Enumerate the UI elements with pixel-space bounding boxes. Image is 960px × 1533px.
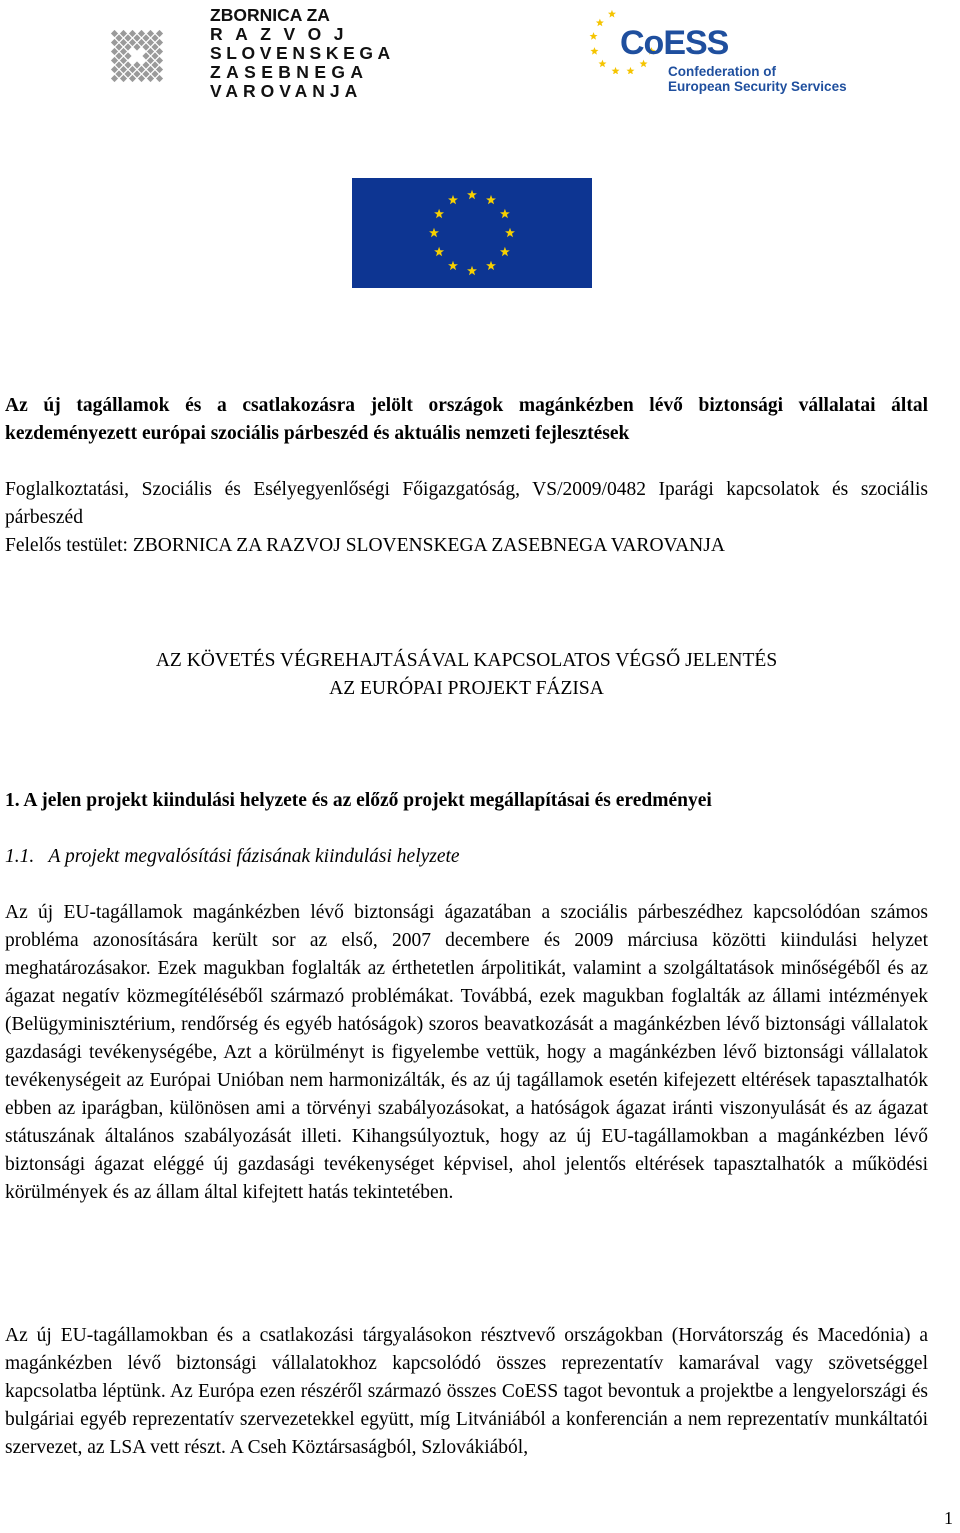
zbornica-logo-line: VAROVANJA: [210, 81, 363, 101]
zbornica-diamond-mark: [133, 70, 140, 77]
zbornica-diamond-mark: [120, 39, 127, 46]
zbornica-diamond-mark: [138, 66, 145, 73]
zbornica-diamond-mark: [111, 39, 118, 46]
coess-subtitle-line: Confederation of: [668, 64, 776, 79]
zbornica-diamond-mark: [147, 66, 154, 73]
coess-subtitle-line: European Security Services: [668, 79, 847, 94]
zbornica-diamond-mark: [151, 34, 158, 41]
zbornica-diamond-mark: [142, 52, 149, 59]
zbornica-diamond-mark: [147, 57, 154, 64]
coess-star: [598, 60, 606, 68]
zbornica-diamond-mark: [111, 57, 118, 64]
coess-star: [596, 19, 604, 27]
zbornica-diamond-mark: [129, 66, 136, 73]
zbornica-diamond-mark: [129, 30, 136, 37]
report-title-line1: AZ KÖVETÉS VÉGREHAJTÁSÁVAL KAPCSOLATOS VÉGSŐ JELENTÉS: [155, 650, 778, 671]
zbornica-diamond-mark: [115, 34, 122, 41]
zbornica-diamond-mark: [138, 30, 145, 37]
zbornica-diamond-mark: [147, 39, 154, 46]
zbornica-diamond-mark: [111, 30, 118, 37]
body-paragraph: Az új EU-tagállamok magánkézben lévő biztonsági ágazatában a szociális párbeszédhez kapcsolódóan számos probléma azonosítására került sor az első, 2007 decembere és 2009 márciusa közötti kiindulási helyzet meghatározásakor. Ezek magukban foglalták az érthetetlen árpolitikát, valamint a szolgáltatások minőségéből és az ágazat negatív közmegítéléséből származó problémákat. Továbbá, ezek magukban foglalták az állami intézmények (Belügyminisztérium, rendőrség és egyéb hatóságok) szoros beavatkozását a magánkézben lévő biztonsági vállalatok gazdasági tevékenységébe, Azt a körülményt is figyelembe vettük, hogy a magánkézben lévő biztonsági vállalatok tevékenységeit az Európai Unióban nem harmonizálták, és az új tagállamok esetén kifejezett eltérések tapasztalhatók ebben az iparágban, különösen ami a törvényi szabályozásokat, a hatóságok ágazat iránti viszonyulását és az ágazat státuszának általános szabályozását illeti. Kihangsúlyoztuk, hogy az új EU-tagállamokban a magánkézben lévő biztonsági ágazat eléggé új gazdasági tevékenységet képvisel, ahol jelentős eltérések tapasztalhatók a működési körülmények és az állam által kifejtett hatás tekintetében.: [5, 902, 928, 1203]
zbornica-diamond-mark: [124, 43, 131, 50]
zbornica-diamond-mark: [115, 43, 122, 50]
zbornica-diamond-mark: [111, 48, 118, 55]
coess-star: [590, 32, 598, 40]
zbornica-logo-line: ZBORNICA ZA: [210, 5, 330, 25]
section-heading: 1. A jelen projekt kiindulási helyzete és az előző projekt megállapításai és eredményei: [5, 790, 712, 811]
coess-star: [590, 47, 598, 55]
report-title-line2: AZ EURÓPAI PROJEKT FÁZISA: [329, 678, 604, 699]
directorate-line: Foglalkoztatási, Szociális és Esélyegyenlőségi Főigazgatóság, VS/2009/0482 Iparági kapcsolatok és szociális párbeszéd: [5, 479, 928, 528]
coess-star: [608, 10, 616, 18]
zbornica-diamond-mark: [129, 39, 136, 46]
zbornica-diamond-mark: [111, 75, 118, 82]
zbornica-diamond-mark: [138, 39, 145, 46]
coess-star: [626, 67, 634, 74]
zbornica-diamond-mark: [124, 70, 131, 77]
zbornica-diamond-mark: [120, 57, 127, 64]
zbornica-diamond-mark: [124, 34, 131, 41]
document-main-title: Az új tagállamok és a csatlakozásra jelölt országok magánkézben lévő biztonsági vállalatai által kezdeményezett európai szociális párbeszéd és aktuális nemzeti fejlesztések: [5, 395, 928, 444]
body-paragraph: Az új EU-tagállamokban és a csatlakozási tárgyalásokon résztvevő országokban (Horvátország és Macedónia) a magánkézben lévő biztonsági vállalatokhoz kapcsolódó összes reprezentatív kamarával vagy szövetséggel kapcsolatba léptünk. Az Európa ezen részéről származó összes CoESS tagot bevontuk a projektbe a lengyelországi és bulgáriai egyéb reprezentatív szervezetekkel együtt, míg Litvániából a konferencián a nem reprezentatív munkáltatói szervezet, az LSA vett részt. A Cseh Köztársaságból, Szlovákiából,: [5, 1325, 928, 1458]
zbornica-diamond-mark: [142, 43, 149, 50]
zbornica-diamond-mark: [133, 43, 140, 50]
zbornica-diamond-mark: [120, 75, 127, 82]
zbornica-diamond-mark: [115, 70, 122, 77]
zbornica-diamond-mark: [147, 30, 154, 37]
zbornica-diamond-mark: [151, 61, 158, 68]
zbornica-diamond-mark: [124, 61, 131, 68]
zbornica-diamond-mark: [111, 66, 118, 73]
zbornica-diamond-mark: [156, 30, 163, 37]
zbornica-diamond-mark: [115, 52, 122, 59]
zbornica-diamond-mark: [142, 70, 149, 77]
zbornica-diamond-mark: [133, 61, 140, 68]
section-subheading: 1.1. A projekt megvalósítási fázisának kiindulási helyzete: [5, 846, 460, 867]
zbornica-diamond-mark: [156, 48, 163, 55]
zbornica-diamond-mark: [147, 75, 154, 82]
zbornica-logo-line: RAZVOJ: [210, 24, 356, 44]
zbornica-diamond-mark: [115, 61, 122, 68]
zbornica-logo-line: ZASEBNEGA: [210, 62, 369, 82]
zbornica-logo-line: SLOVENSKEGA: [210, 43, 395, 63]
zbornica-logo-mark: [82, 4, 192, 108]
zbornica-diamond-mark: [120, 48, 127, 55]
zbornica-diamond-mark: [129, 75, 136, 82]
coess-logo-name: CoESS: [620, 24, 729, 62]
zbornica-diamond-mark: [138, 75, 145, 82]
zbornica-diamond-mark: [120, 66, 127, 73]
responsible-body: Felelős testület: ZBORNICA ZA RAZVOJ SLOVENSKEGA ZASEBNEGA VAROVANJA: [5, 535, 725, 556]
zbornica-diamond-mark: [133, 34, 140, 41]
zbornica-logo-text: [210, 5, 395, 101]
zbornica-diamond-mark: [156, 66, 163, 73]
zbornica-diamond-mark: [151, 52, 158, 59]
zbornica-diamond-mark: [151, 70, 158, 77]
zbornica-diamond-mark: [120, 30, 127, 37]
eu-flag-icon: [352, 178, 592, 288]
zbornica-diamond-mark: [156, 39, 163, 46]
page-number: 1: [944, 1508, 953, 1528]
zbornica-diamond-mark: [147, 48, 154, 55]
coess-star: [612, 67, 620, 74]
zbornica-diamond-mark: [142, 34, 149, 41]
zbornica-diamond-mark: [124, 52, 131, 59]
zbornica-diamond-mark: [156, 75, 163, 82]
zbornica-diamond-mark: [156, 57, 163, 64]
zbornica-diamond-mark: [151, 43, 158, 50]
coess-logo-subtitle: [668, 64, 868, 94]
zbornica-diamond-mark: [142, 61, 149, 68]
